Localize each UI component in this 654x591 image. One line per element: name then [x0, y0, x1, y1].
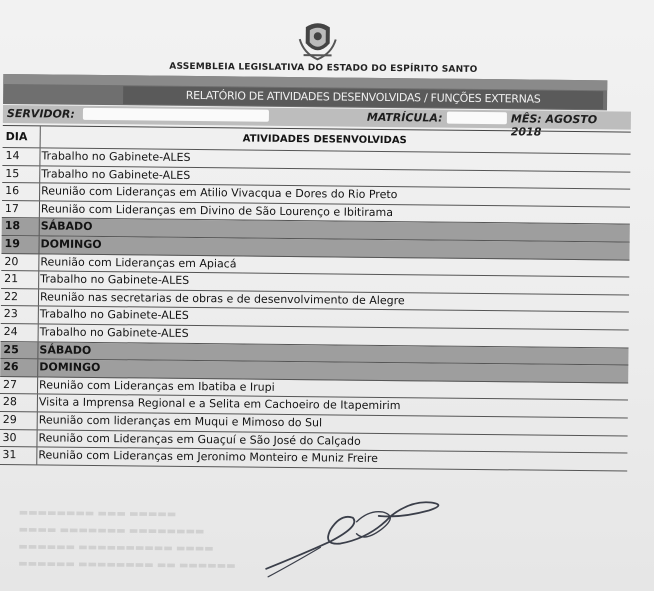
day-cell: 25 [0, 342, 38, 359]
coat-of-arms-icon [298, 17, 338, 61]
activity-cell: Trabalho no Gabinete-ALES [40, 272, 190, 288]
handwritten-signature [260, 485, 461, 587]
day-cell: 26 [0, 359, 38, 376]
day-cell: 18 [2, 218, 40, 235]
report-title-bar [3, 74, 607, 110]
bleed-through-text: ▬▬▬▬▬▬ ▬▬▬▬▬▬▬▬ ▬▬ ▬▬▬▬▬▬ ▬▬▬▬▬▬ ▬▬▬▬▬▬▬▬▬▬ ▬▬▬▬ ▬▬▬▬ ▬▬▬▬▬▬▬ ▬▬▬▬▬▬▬▬ ▬▬▬▬▬▬▬▬ ▬▬▬ ▬▬▬▬▬ [18, 507, 236, 572]
activities-table [0, 125, 631, 471]
activity-cell: Reunião com Lideranças em Apiacá [40, 254, 237, 271]
day-cell: 21 [1, 271, 39, 288]
day-cell: 14 [2, 148, 40, 165]
servidor-label: SERVIDOR: [6, 107, 75, 121]
day-cell: 23 [1, 306, 39, 323]
assembly-name: ASSEMBLEIA LEGISLATIVA DO ESTADO DO ESPÍRITO SANTO [169, 61, 478, 75]
activity-cell: SÁBADO [39, 342, 92, 357]
redacted-name [83, 108, 269, 122]
day-cell: 15 [2, 166, 40, 183]
day-cell: 29 [0, 412, 38, 429]
matricula-label: MATRÍCULA: [366, 110, 443, 125]
day-cell: 19 [1, 236, 39, 253]
activity-cell: Trabalho no Gabinete-ALES [41, 149, 191, 164]
day-cell: 24 [1, 324, 39, 341]
activity-cell: Reunião com Lideranças em Divino de São Lourenço e Ibitirama [40, 202, 394, 219]
activity-cell: Trabalho no Gabinete-ALES [39, 307, 189, 323]
activity-cell: Reunião com Lideranças em Atilio Vivacqua e Dores do Rio Preto [41, 184, 398, 202]
activity-column-header: ATIVIDADES DESENVOLVIDAS [242, 133, 407, 147]
report-title: RELATÓRIO DE ATIVIDADES DESENVOLVIDAS / FUNÇÕES EXTERNAS [123, 86, 603, 109]
redacted-registration [447, 112, 507, 125]
activity-cell: Reunião nas secretarias de obras e de desenvolvimento de Alegre [39, 290, 405, 307]
activity-cell: Reunião com Lideranças em Jeronimo Monteiro e Muniz Freire [38, 448, 378, 466]
activity-cell: Trabalho no Gabinete-ALES [39, 325, 189, 340]
day-cell: 22 [1, 289, 39, 306]
day-cell: 30 [0, 429, 38, 446]
day-cell: 31 [0, 447, 37, 464]
activity-cell: Trabalho no Gabinete-ALES [41, 166, 191, 182]
activity-cell: SÁBADO [40, 219, 93, 234]
day-cell: 28 [0, 394, 38, 411]
day-column-header: DIA [3, 126, 41, 147]
activity-cell: DOMINGO [40, 237, 102, 252]
day-cell: 17 [2, 201, 40, 218]
activity-cell: Reunião com lideranças em Muqui e Mimoso do Sul [38, 413, 323, 430]
day-cell: 16 [2, 183, 40, 200]
activity-cell: Reunião com Lideranças em Guaçuí e São José do Calçado [38, 430, 361, 448]
document-content [2, 12, 644, 572]
activity-cell: Reunião com Lideranças em Ibatiba e Irupi [39, 378, 275, 394]
month-label: MÊS: AGOSTO 2018 [510, 112, 598, 139]
activity-cell: Visita a Imprensa Regional e a Selita em Cachoeiro de Itapemirim [38, 395, 401, 413]
day-cell: 27 [0, 377, 38, 394]
activity-cell: DOMINGO [39, 360, 101, 375]
day-cell: 20 [1, 254, 39, 271]
